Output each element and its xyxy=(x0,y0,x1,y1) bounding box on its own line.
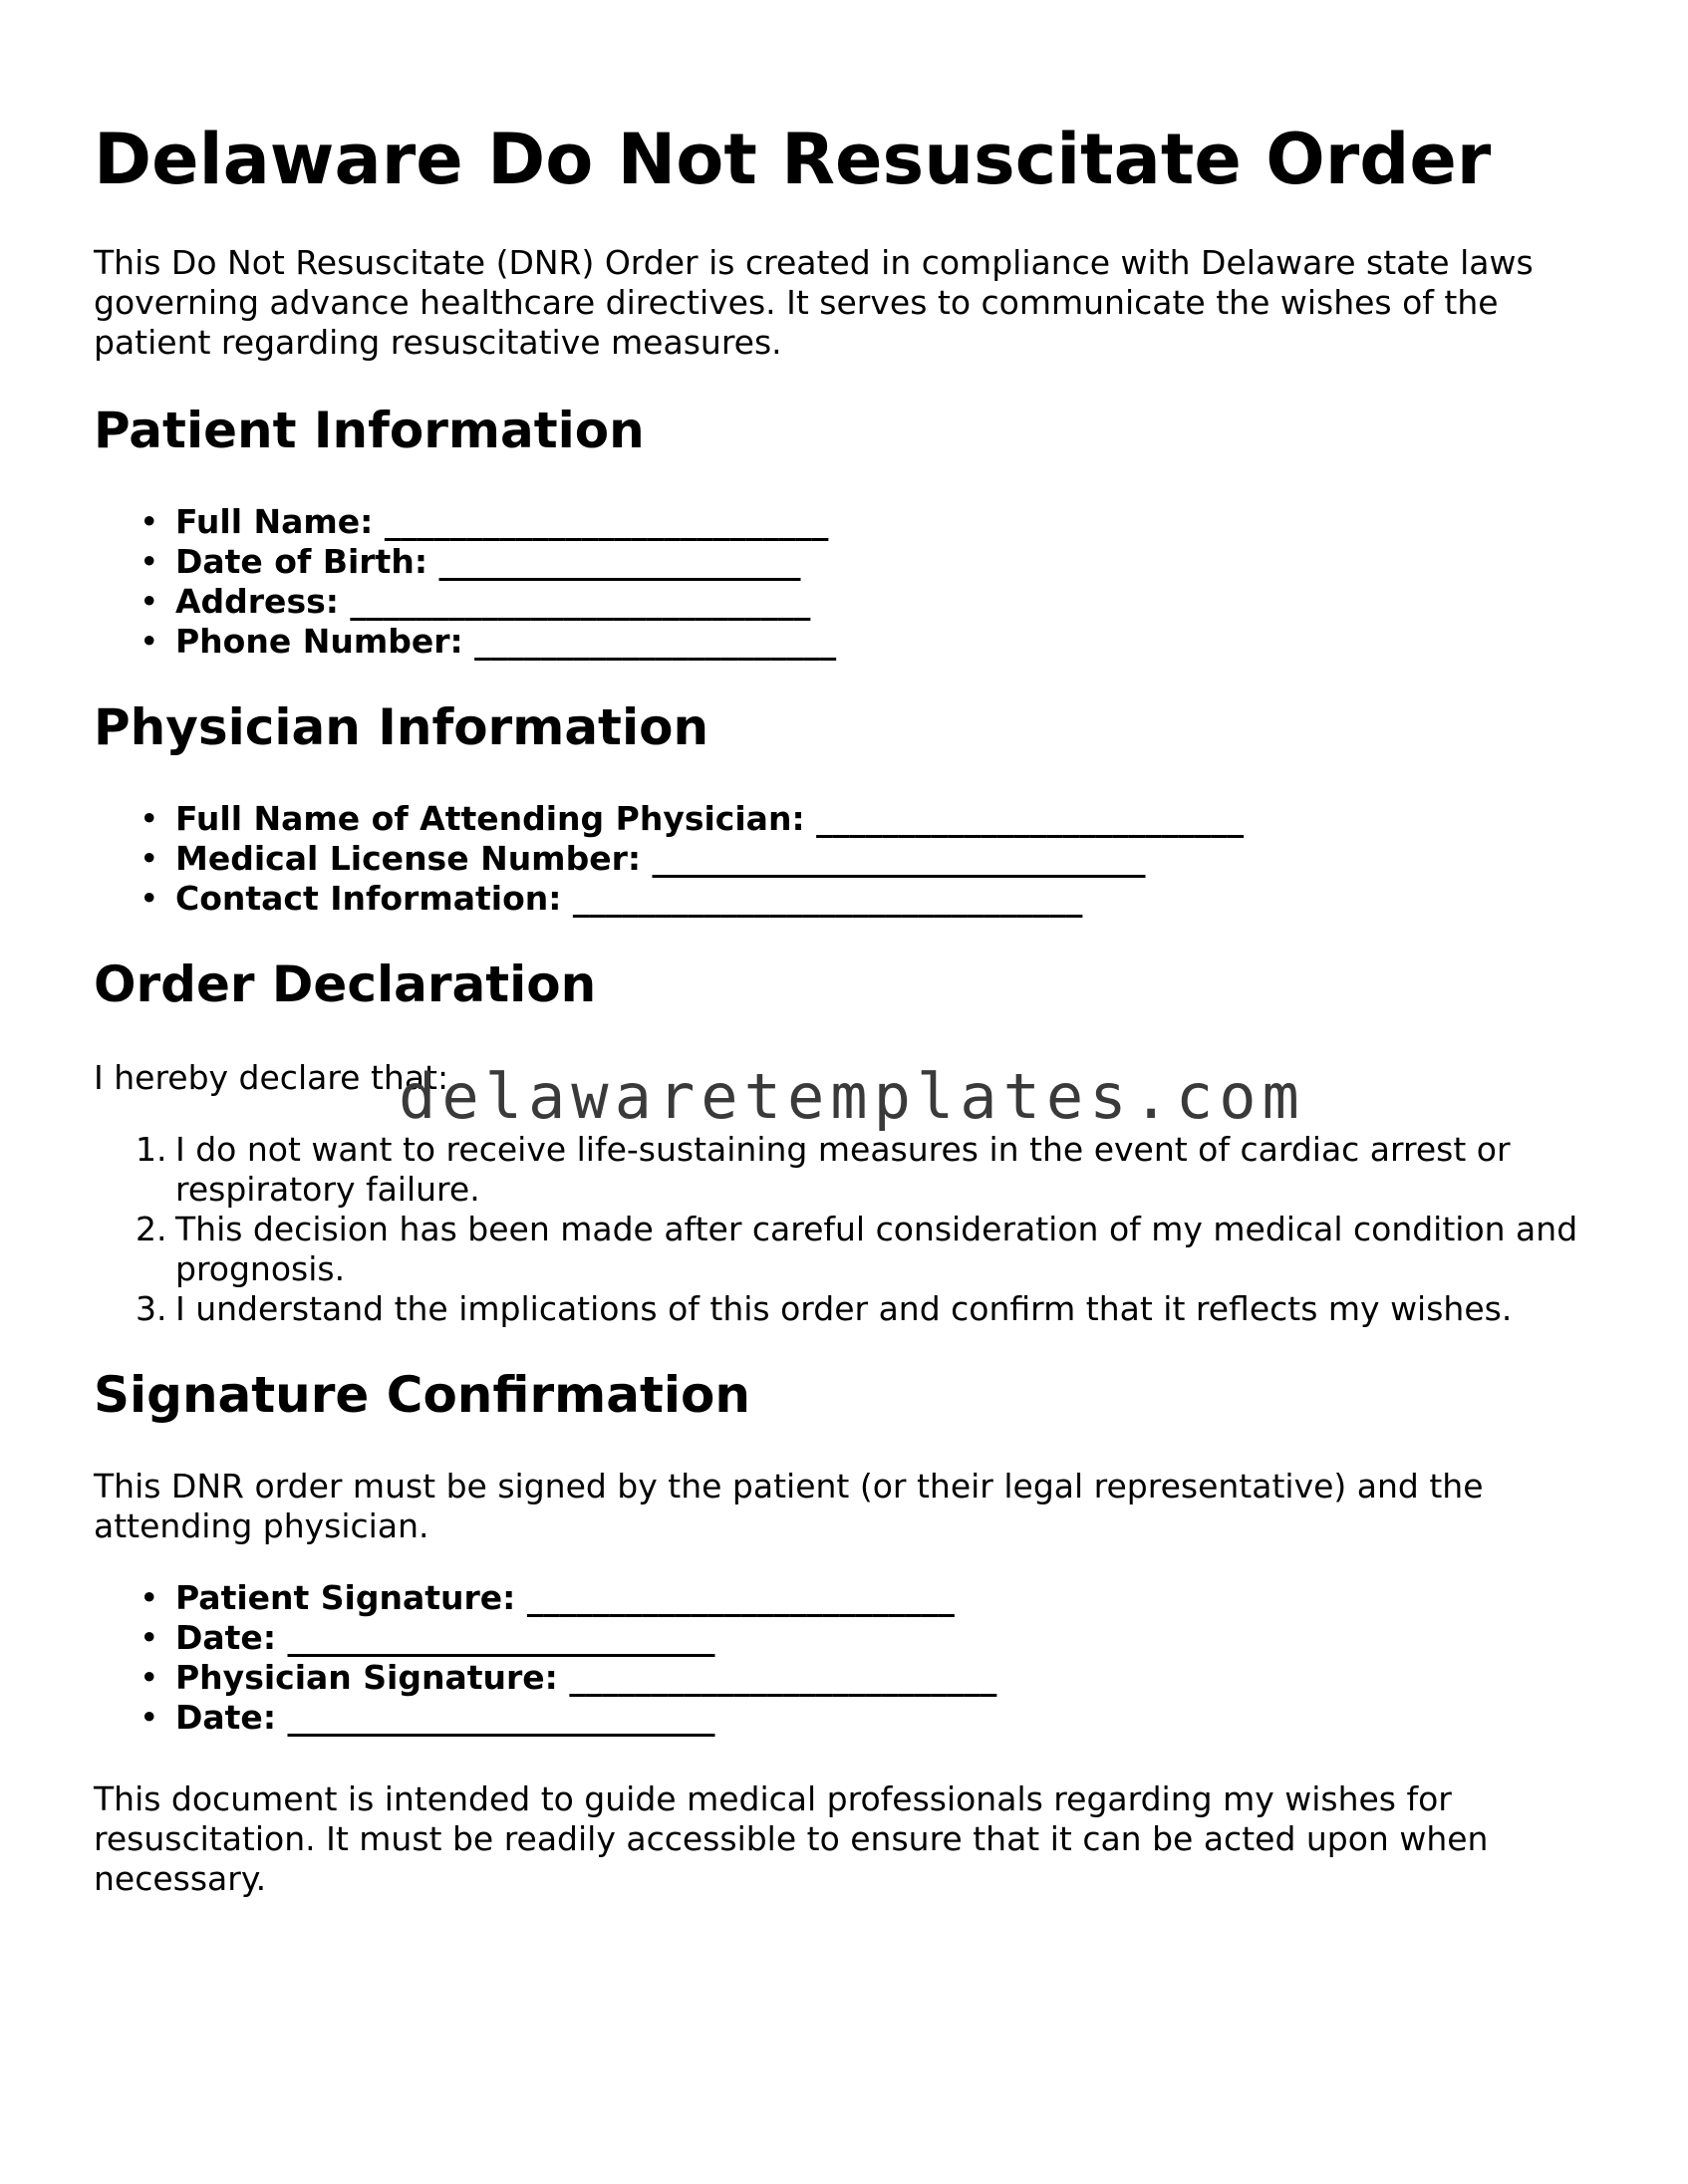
physician-fields-list xyxy=(94,799,1244,919)
order-declaration-heading: Order Declaration xyxy=(94,956,597,1013)
patient-phone-number-field: • Phone Number: ______________________ xyxy=(140,622,837,661)
physician-signature-field: • Physician Signature: __________________________ xyxy=(140,1658,997,1697)
physician-full-name-field: • Full Name of Attending Physician: __________________________ xyxy=(140,799,1245,838)
signature-lead: This DNR order must be signed by the patient (or their legal representative) and the attending physician. xyxy=(94,1467,1484,1545)
declaration-lead: I hereby declare that: xyxy=(94,1058,449,1097)
declaration-items-list xyxy=(94,1130,1670,1329)
patient-signature-date-field: • Date: __________________________ xyxy=(140,1618,715,1657)
patient-fields-list xyxy=(94,502,836,662)
patient-date-of-birth-field: • Date of Birth: ______________________ xyxy=(140,542,801,581)
intro-paragraph: This Do Not Resuscitate (DNR) Order is created in compliance with Delaware state laws governing advance healthcare directives. It serves to communicate the wishes of the patient regarding resuscitative measures. xyxy=(94,243,1534,362)
patient-information-heading: Patient Information xyxy=(94,402,645,459)
signature-confirmation-heading: Signature Confirmation xyxy=(94,1366,750,1424)
patient-full-name-field: • Full Name: ___________________________ xyxy=(140,502,829,541)
contact-information-field: • Contact Information: _______________________________ xyxy=(140,879,1083,918)
physician-signature-date-field: • Date: __________________________ xyxy=(140,1698,715,1737)
physician-information-heading: Physician Information xyxy=(94,698,709,756)
signature-fields-list xyxy=(94,1578,996,1738)
declaration-item: 2. This decision has been made after careful consideration of my medical condition and prognosis. xyxy=(136,1210,1578,1288)
closing-paragraph: This document is intended to guide medical professionals regarding my wishes for resuscitation. It must be readily accessible to ensure that it can be acted upon when necessary. xyxy=(94,1779,1489,1898)
document-title: Delaware Do Not Resuscitate Order xyxy=(94,119,1492,200)
watermark-text: delawaretemplates.com xyxy=(399,1060,1305,1133)
patient-address-field: • Address: ____________________________ xyxy=(140,582,811,621)
declaration-item: 1. I do not want to receive life-sustaining measures in the event of cardiac arrest or respiratory failure. xyxy=(136,1130,1511,1209)
declaration-item: 3. I understand the implications of this order and confirm that it reflects my wishes. xyxy=(136,1289,1513,1328)
medical-license-number-field: • Medical License Number: ______________________________ xyxy=(140,839,1146,878)
patient-signature-field: • Patient Signature: __________________________ xyxy=(140,1578,955,1617)
